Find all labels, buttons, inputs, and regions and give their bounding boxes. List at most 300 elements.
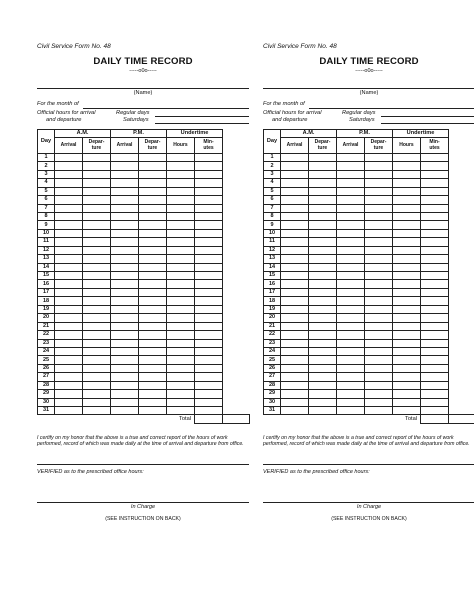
am-departure-cell[interactable]: [309, 322, 337, 330]
pm-arrival-cell[interactable]: [111, 347, 139, 355]
pm-arrival-cell[interactable]: [337, 272, 365, 280]
am-departure-cell[interactable]: [83, 212, 111, 220]
undertime-minutes-cell[interactable]: [421, 221, 449, 229]
undertime-hours-cell[interactable]: [393, 246, 421, 254]
undertime-hours-cell[interactable]: [167, 221, 195, 229]
pm-arrival-cell[interactable]: [337, 381, 365, 389]
pm-departure-cell[interactable]: [139, 272, 167, 280]
undertime-hours-cell[interactable]: [167, 314, 195, 322]
am-arrival-cell[interactable]: [281, 364, 309, 372]
pm-arrival-cell[interactable]: [337, 356, 365, 364]
am-arrival-cell[interactable]: [281, 272, 309, 280]
am-departure-cell[interactable]: [83, 187, 111, 195]
undertime-hours-cell[interactable]: [393, 153, 421, 161]
am-departure-cell[interactable]: [309, 255, 337, 263]
am-departure-cell[interactable]: [83, 204, 111, 212]
undertime-minutes-cell[interactable]: [421, 187, 449, 195]
am-arrival-cell[interactable]: [55, 170, 83, 178]
pm-arrival-cell[interactable]: [111, 272, 139, 280]
undertime-minutes-cell[interactable]: [195, 373, 223, 381]
am-departure-cell[interactable]: [309, 246, 337, 254]
pm-arrival-cell[interactable]: [337, 314, 365, 322]
undertime-hours-cell[interactable]: [393, 381, 421, 389]
am-departure-cell[interactable]: [309, 170, 337, 178]
pm-departure-cell[interactable]: [139, 212, 167, 220]
pm-departure-cell[interactable]: [139, 398, 167, 406]
undertime-minutes-cell[interactable]: [421, 280, 449, 288]
am-departure-cell[interactable]: [309, 398, 337, 406]
am-arrival-cell[interactable]: [55, 196, 83, 204]
undertime-minutes-cell[interactable]: [421, 179, 449, 187]
am-departure-cell[interactable]: [83, 255, 111, 263]
undertime-minutes-cell[interactable]: [421, 170, 449, 178]
undertime-minutes-cell[interactable]: [195, 339, 223, 347]
undertime-minutes-cell[interactable]: [421, 305, 449, 313]
am-departure-cell[interactable]: [83, 390, 111, 398]
am-departure-cell[interactable]: [309, 153, 337, 161]
in-charge-line[interactable]: [263, 502, 474, 503]
undertime-hours-cell[interactable]: [393, 331, 421, 339]
undertime-hours-cell[interactable]: [167, 331, 195, 339]
undertime-minutes-cell[interactable]: [421, 196, 449, 204]
undertime-minutes-cell[interactable]: [195, 263, 223, 271]
am-departure-cell[interactable]: [309, 229, 337, 237]
signature-line[interactable]: [37, 464, 249, 465]
am-arrival-cell[interactable]: [55, 373, 83, 381]
am-departure-cell[interactable]: [309, 204, 337, 212]
pm-arrival-cell[interactable]: [337, 221, 365, 229]
am-departure-cell[interactable]: [83, 314, 111, 322]
pm-arrival-cell[interactable]: [111, 179, 139, 187]
undertime-minutes-cell[interactable]: [421, 263, 449, 271]
undertime-hours-cell[interactable]: [167, 212, 195, 220]
undertime-hours-cell[interactable]: [393, 263, 421, 271]
pm-departure-cell[interactable]: [365, 373, 393, 381]
am-departure-cell[interactable]: [309, 390, 337, 398]
pm-departure-cell[interactable]: [365, 356, 393, 364]
am-departure-cell[interactable]: [309, 364, 337, 372]
undertime-hours-cell[interactable]: [393, 288, 421, 296]
pm-arrival-cell[interactable]: [111, 280, 139, 288]
pm-departure-cell[interactable]: [365, 229, 393, 237]
am-arrival-cell[interactable]: [281, 255, 309, 263]
pm-arrival-cell[interactable]: [111, 212, 139, 220]
undertime-hours-cell[interactable]: [393, 356, 421, 364]
undertime-minutes-cell[interactable]: [195, 314, 223, 322]
undertime-hours-cell[interactable]: [167, 297, 195, 305]
pm-arrival-cell[interactable]: [111, 153, 139, 161]
am-arrival-cell[interactable]: [281, 347, 309, 355]
pm-arrival-cell[interactable]: [337, 212, 365, 220]
pm-departure-cell[interactable]: [365, 255, 393, 263]
undertime-hours-cell[interactable]: [167, 272, 195, 280]
am-departure-cell[interactable]: [83, 381, 111, 389]
pm-arrival-cell[interactable]: [111, 246, 139, 254]
pm-departure-cell[interactable]: [139, 407, 167, 415]
undertime-hours-cell[interactable]: [167, 179, 195, 187]
undertime-minutes-cell[interactable]: [421, 407, 449, 415]
am-arrival-cell[interactable]: [281, 238, 309, 246]
pm-arrival-cell[interactable]: [337, 162, 365, 170]
undertime-hours-cell[interactable]: [393, 187, 421, 195]
am-arrival-cell[interactable]: [281, 356, 309, 364]
undertime-minutes-cell[interactable]: [421, 398, 449, 406]
pm-departure-cell[interactable]: [365, 381, 393, 389]
am-departure-cell[interactable]: [309, 263, 337, 271]
undertime-minutes-cell[interactable]: [195, 238, 223, 246]
pm-arrival-cell[interactable]: [111, 255, 139, 263]
undertime-hours-cell[interactable]: [167, 238, 195, 246]
undertime-hours-cell[interactable]: [393, 339, 421, 347]
pm-departure-cell[interactable]: [365, 314, 393, 322]
am-arrival-cell[interactable]: [55, 288, 83, 296]
undertime-minutes-cell[interactable]: [421, 255, 449, 263]
undertime-hours-cell[interactable]: [167, 204, 195, 212]
pm-departure-cell[interactable]: [365, 263, 393, 271]
am-arrival-cell[interactable]: [55, 297, 83, 305]
pm-arrival-cell[interactable]: [337, 305, 365, 313]
undertime-minutes-cell[interactable]: [421, 331, 449, 339]
am-arrival-cell[interactable]: [55, 204, 83, 212]
undertime-hours-cell[interactable]: [393, 204, 421, 212]
pm-arrival-cell[interactable]: [111, 204, 139, 212]
am-arrival-cell[interactable]: [55, 212, 83, 220]
pm-departure-cell[interactable]: [139, 280, 167, 288]
undertime-minutes-cell[interactable]: [421, 153, 449, 161]
am-arrival-cell[interactable]: [55, 187, 83, 195]
undertime-minutes-cell[interactable]: [195, 272, 223, 280]
undertime-minutes-cell[interactable]: [195, 297, 223, 305]
undertime-minutes-cell[interactable]: [195, 196, 223, 204]
pm-arrival-cell[interactable]: [111, 288, 139, 296]
pm-departure-cell[interactable]: [139, 305, 167, 313]
am-arrival-cell[interactable]: [55, 356, 83, 364]
pm-departure-cell[interactable]: [139, 390, 167, 398]
undertime-hours-cell[interactable]: [393, 238, 421, 246]
am-departure-cell[interactable]: [83, 297, 111, 305]
am-arrival-cell[interactable]: [55, 263, 83, 271]
am-departure-cell[interactable]: [83, 263, 111, 271]
pm-departure-cell[interactable]: [365, 347, 393, 355]
pm-departure-cell[interactable]: [365, 280, 393, 288]
am-departure-cell[interactable]: [309, 331, 337, 339]
am-arrival-cell[interactable]: [55, 314, 83, 322]
am-arrival-cell[interactable]: [281, 288, 309, 296]
pm-arrival-cell[interactable]: [337, 390, 365, 398]
undertime-hours-cell[interactable]: [167, 187, 195, 195]
am-arrival-cell[interactable]: [281, 322, 309, 330]
am-arrival-cell[interactable]: [55, 347, 83, 355]
am-arrival-cell[interactable]: [55, 179, 83, 187]
pm-departure-cell[interactable]: [139, 196, 167, 204]
pm-arrival-cell[interactable]: [337, 263, 365, 271]
am-departure-cell[interactable]: [309, 407, 337, 415]
pm-arrival-cell[interactable]: [111, 381, 139, 389]
undertime-hours-cell[interactable]: [393, 390, 421, 398]
am-arrival-cell[interactable]: [281, 339, 309, 347]
pm-arrival-cell[interactable]: [111, 314, 139, 322]
undertime-minutes-cell[interactable]: [195, 305, 223, 313]
am-departure-cell[interactable]: [309, 339, 337, 347]
undertime-minutes-cell[interactable]: [195, 212, 223, 220]
undertime-minutes-cell[interactable]: [421, 314, 449, 322]
undertime-hours-cell[interactable]: [393, 272, 421, 280]
undertime-hours-cell[interactable]: [167, 322, 195, 330]
pm-departure-cell[interactable]: [365, 297, 393, 305]
undertime-hours-cell[interactable]: [393, 170, 421, 178]
undertime-minutes-cell[interactable]: [195, 356, 223, 364]
undertime-hours-cell[interactable]: [167, 373, 195, 381]
pm-arrival-cell[interactable]: [111, 229, 139, 237]
pm-departure-cell[interactable]: [139, 187, 167, 195]
undertime-hours-cell[interactable]: [393, 398, 421, 406]
undertime-hours-cell[interactable]: [393, 280, 421, 288]
am-arrival-cell[interactable]: [55, 322, 83, 330]
am-departure-cell[interactable]: [83, 238, 111, 246]
undertime-minutes-cell[interactable]: [195, 179, 223, 187]
pm-departure-cell[interactable]: [365, 204, 393, 212]
pm-departure-cell[interactable]: [365, 246, 393, 254]
undertime-minutes-cell[interactable]: [421, 356, 449, 364]
pm-departure-cell[interactable]: [139, 314, 167, 322]
am-departure-cell[interactable]: [309, 314, 337, 322]
pm-departure-cell[interactable]: [365, 288, 393, 296]
pm-departure-cell[interactable]: [139, 339, 167, 347]
undertime-minutes-cell[interactable]: [421, 390, 449, 398]
pm-arrival-cell[interactable]: [111, 297, 139, 305]
am-departure-cell[interactable]: [309, 288, 337, 296]
pm-arrival-cell[interactable]: [337, 398, 365, 406]
am-arrival-cell[interactable]: [281, 212, 309, 220]
pm-arrival-cell[interactable]: [111, 170, 139, 178]
am-departure-cell[interactable]: [83, 246, 111, 254]
am-departure-cell[interactable]: [83, 153, 111, 161]
am-arrival-cell[interactable]: [55, 364, 83, 372]
pm-departure-cell[interactable]: [365, 407, 393, 415]
undertime-minutes-cell[interactable]: [421, 339, 449, 347]
pm-arrival-cell[interactable]: [337, 238, 365, 246]
undertime-minutes-cell[interactable]: [421, 347, 449, 355]
pm-departure-cell[interactable]: [365, 364, 393, 372]
am-arrival-cell[interactable]: [55, 255, 83, 263]
pm-arrival-cell[interactable]: [111, 339, 139, 347]
pm-arrival-cell[interactable]: [111, 162, 139, 170]
pm-arrival-cell[interactable]: [337, 322, 365, 330]
total-minutes-cell[interactable]: [449, 415, 474, 424]
undertime-hours-cell[interactable]: [393, 212, 421, 220]
am-arrival-cell[interactable]: [55, 339, 83, 347]
undertime-minutes-cell[interactable]: [421, 272, 449, 280]
am-departure-cell[interactable]: [83, 407, 111, 415]
undertime-minutes-cell[interactable]: [421, 373, 449, 381]
undertime-hours-cell[interactable]: [167, 196, 195, 204]
undertime-minutes-cell[interactable]: [195, 153, 223, 161]
pm-departure-cell[interactable]: [139, 297, 167, 305]
undertime-hours-cell[interactable]: [167, 170, 195, 178]
am-departure-cell[interactable]: [83, 305, 111, 313]
pm-departure-cell[interactable]: [139, 364, 167, 372]
undertime-hours-cell[interactable]: [167, 381, 195, 389]
am-arrival-cell[interactable]: [281, 246, 309, 254]
am-arrival-cell[interactable]: [281, 398, 309, 406]
undertime-hours-cell[interactable]: [393, 229, 421, 237]
undertime-hours-cell[interactable]: [393, 364, 421, 372]
total-hours-cell[interactable]: [195, 415, 223, 424]
undertime-hours-cell[interactable]: [167, 280, 195, 288]
undertime-minutes-cell[interactable]: [195, 381, 223, 389]
pm-arrival-cell[interactable]: [111, 238, 139, 246]
am-departure-cell[interactable]: [83, 196, 111, 204]
pm-departure-cell[interactable]: [139, 179, 167, 187]
am-arrival-cell[interactable]: [281, 162, 309, 170]
am-arrival-cell[interactable]: [55, 280, 83, 288]
am-arrival-cell[interactable]: [55, 162, 83, 170]
undertime-hours-cell[interactable]: [393, 255, 421, 263]
am-arrival-cell[interactable]: [281, 170, 309, 178]
pm-arrival-cell[interactable]: [337, 297, 365, 305]
am-arrival-cell[interactable]: [55, 398, 83, 406]
undertime-minutes-cell[interactable]: [195, 229, 223, 237]
undertime-hours-cell[interactable]: [393, 297, 421, 305]
pm-arrival-cell[interactable]: [337, 331, 365, 339]
pm-arrival-cell[interactable]: [111, 221, 139, 229]
pm-departure-cell[interactable]: [365, 339, 393, 347]
undertime-minutes-cell[interactable]: [195, 246, 223, 254]
am-arrival-cell[interactable]: [281, 187, 309, 195]
am-departure-cell[interactable]: [83, 331, 111, 339]
pm-departure-cell[interactable]: [139, 238, 167, 246]
pm-departure-cell[interactable]: [139, 229, 167, 237]
am-departure-cell[interactable]: [83, 373, 111, 381]
pm-departure-cell[interactable]: [365, 196, 393, 204]
am-departure-cell[interactable]: [83, 229, 111, 237]
regular-days-line[interactable]: [155, 116, 249, 117]
am-arrival-cell[interactable]: [55, 272, 83, 280]
undertime-hours-cell[interactable]: [167, 398, 195, 406]
undertime-minutes-cell[interactable]: [195, 280, 223, 288]
undertime-minutes-cell[interactable]: [195, 390, 223, 398]
pm-departure-cell[interactable]: [365, 221, 393, 229]
am-arrival-cell[interactable]: [281, 407, 309, 415]
name-line[interactable]: [263, 88, 474, 89]
am-departure-cell[interactable]: [83, 170, 111, 178]
pm-arrival-cell[interactable]: [337, 339, 365, 347]
am-departure-cell[interactable]: [309, 162, 337, 170]
pm-departure-cell[interactable]: [139, 153, 167, 161]
am-arrival-cell[interactable]: [281, 305, 309, 313]
pm-departure-cell[interactable]: [365, 179, 393, 187]
undertime-hours-cell[interactable]: [167, 407, 195, 415]
name-line[interactable]: [37, 88, 249, 89]
undertime-hours-cell[interactable]: [393, 314, 421, 322]
pm-arrival-cell[interactable]: [337, 179, 365, 187]
am-arrival-cell[interactable]: [281, 153, 309, 161]
pm-departure-cell[interactable]: [139, 331, 167, 339]
am-arrival-cell[interactable]: [281, 196, 309, 204]
am-departure-cell[interactable]: [309, 187, 337, 195]
undertime-minutes-cell[interactable]: [195, 204, 223, 212]
pm-arrival-cell[interactable]: [337, 373, 365, 381]
undertime-hours-cell[interactable]: [167, 364, 195, 372]
pm-departure-cell[interactable]: [139, 381, 167, 389]
undertime-hours-cell[interactable]: [167, 288, 195, 296]
pm-departure-cell[interactable]: [365, 162, 393, 170]
am-departure-cell[interactable]: [309, 179, 337, 187]
pm-arrival-cell[interactable]: [111, 390, 139, 398]
undertime-hours-cell[interactable]: [167, 347, 195, 355]
undertime-hours-cell[interactable]: [167, 356, 195, 364]
undertime-minutes-cell[interactable]: [421, 229, 449, 237]
am-departure-cell[interactable]: [309, 347, 337, 355]
pm-departure-cell[interactable]: [365, 322, 393, 330]
am-departure-cell[interactable]: [83, 364, 111, 372]
am-departure-cell[interactable]: [83, 288, 111, 296]
am-arrival-cell[interactable]: [281, 331, 309, 339]
am-departure-cell[interactable]: [83, 272, 111, 280]
pm-departure-cell[interactable]: [365, 390, 393, 398]
undertime-hours-cell[interactable]: [393, 162, 421, 170]
undertime-hours-cell[interactable]: [393, 322, 421, 330]
month-line[interactable]: [83, 108, 249, 109]
undertime-hours-cell[interactable]: [393, 196, 421, 204]
pm-departure-cell[interactable]: [139, 246, 167, 254]
am-departure-cell[interactable]: [309, 356, 337, 364]
undertime-minutes-cell[interactable]: [421, 246, 449, 254]
undertime-minutes-cell[interactable]: [421, 381, 449, 389]
am-departure-cell[interactable]: [309, 280, 337, 288]
pm-departure-cell[interactable]: [365, 331, 393, 339]
saturdays-line[interactable]: [381, 123, 474, 124]
pm-arrival-cell[interactable]: [337, 280, 365, 288]
undertime-minutes-cell[interactable]: [195, 255, 223, 263]
pm-departure-cell[interactable]: [139, 162, 167, 170]
am-arrival-cell[interactable]: [55, 238, 83, 246]
am-arrival-cell[interactable]: [281, 204, 309, 212]
am-departure-cell[interactable]: [309, 297, 337, 305]
am-departure-cell[interactable]: [309, 272, 337, 280]
undertime-minutes-cell[interactable]: [195, 398, 223, 406]
pm-departure-cell[interactable]: [139, 263, 167, 271]
pm-departure-cell[interactable]: [139, 347, 167, 355]
total-hours-cell[interactable]: [421, 415, 449, 424]
pm-departure-cell[interactable]: [365, 305, 393, 313]
undertime-hours-cell[interactable]: [167, 339, 195, 347]
am-departure-cell[interactable]: [83, 398, 111, 406]
undertime-hours-cell[interactable]: [167, 390, 195, 398]
undertime-minutes-cell[interactable]: [421, 288, 449, 296]
am-arrival-cell[interactable]: [281, 390, 309, 398]
pm-arrival-cell[interactable]: [337, 170, 365, 178]
am-departure-cell[interactable]: [83, 339, 111, 347]
am-arrival-cell[interactable]: [55, 331, 83, 339]
am-arrival-cell[interactable]: [281, 373, 309, 381]
am-arrival-cell[interactable]: [55, 381, 83, 389]
pm-arrival-cell[interactable]: [111, 356, 139, 364]
am-departure-cell[interactable]: [83, 322, 111, 330]
month-line[interactable]: [309, 108, 474, 109]
undertime-minutes-cell[interactable]: [195, 162, 223, 170]
pm-arrival-cell[interactable]: [337, 246, 365, 254]
pm-arrival-cell[interactable]: [337, 347, 365, 355]
undertime-hours-cell[interactable]: [393, 179, 421, 187]
undertime-minutes-cell[interactable]: [195, 364, 223, 372]
undertime-minutes-cell[interactable]: [421, 297, 449, 305]
total-minutes-cell[interactable]: [223, 415, 250, 424]
am-departure-cell[interactable]: [309, 212, 337, 220]
undertime-hours-cell[interactable]: [167, 229, 195, 237]
am-departure-cell[interactable]: [83, 179, 111, 187]
am-departure-cell[interactable]: [309, 373, 337, 381]
